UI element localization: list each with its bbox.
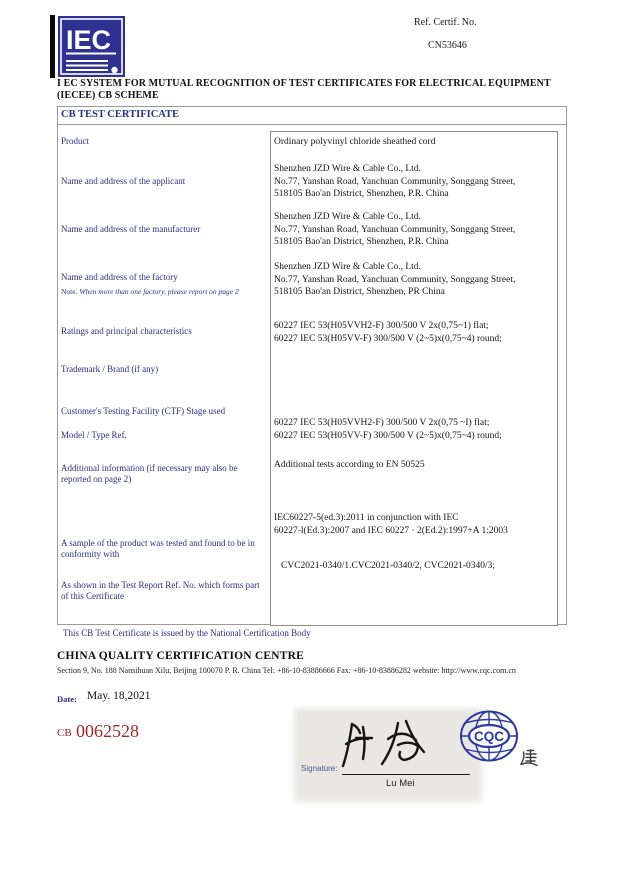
trademark-label: Trademark / Brand (if any)	[61, 364, 159, 374]
stamp-character	[519, 748, 539, 768]
factory-line1: Shenzhen JZD Wire & Cable Co., Ltd.	[274, 262, 421, 272]
ratings-value	[274, 320, 552, 345]
iec-logo-text: IEC	[66, 25, 112, 55]
certificate-title: CB TEST CERTIFICATE	[61, 109, 180, 120]
iec-logo	[58, 16, 125, 77]
ratings-line1: 60227 IEC 53(H05VVH2-F) 300/500 V 2x(0,75~1) flat;	[274, 321, 489, 331]
signatory-name: Lu Mei	[386, 778, 415, 789]
applicant-line3: 518105 Bao'an District, Shenzhen, P.R. China	[274, 189, 449, 199]
scheme-heading	[57, 78, 577, 102]
test-report-value: CVC2021-0340/1.CVC2021-0340/2, CVC2021-0340/3;	[281, 561, 496, 571]
manufacturer-line1: Shenzhen JZD Wire & Cable Co., Ltd.	[274, 212, 421, 222]
ratings-line2: 60227 IEC 53(H05VV-F) 300/500 V (2~5)x(0,75~4) round;	[274, 333, 502, 344]
manufacturer-label: Name and address of the manufacturer	[61, 224, 201, 234]
date-value: May. 18,2021	[87, 690, 151, 702]
issued-by-statement: This CB Test Certificate is issued by the National Certification Body	[63, 628, 311, 638]
signature-line	[342, 774, 470, 775]
iec-logo-left-bar	[50, 15, 55, 78]
manufacturer-value	[274, 211, 552, 249]
ref-certif-no-label: Ref. Certif. No.	[414, 17, 477, 28]
conformity-line2: 60227-l(Ed.3):2007 and IEC 60227 · 2(Ed.2):1997+A 1:2003	[274, 525, 508, 536]
model-line2: 60227 IEC 53(H05VV-F) 300/500 V (2~5)x(0,75~4) round;	[274, 430, 502, 441]
factory-note-prefix: Note.	[61, 287, 78, 296]
ratings-label: Ratings and principal characteristics	[61, 326, 192, 336]
additional-info-value: Additional tests according to EN 50525	[274, 460, 425, 470]
ref-certif-no-value: CN53646	[428, 40, 467, 51]
product-value: Ordinary polyvinyl chloride sheathed cord	[274, 137, 436, 147]
applicant-line2: No.77, Yanshan Road, Yanchuan Community, Songgang Street,	[274, 176, 516, 187]
factory-value	[274, 261, 552, 299]
factory-note	[61, 287, 271, 296]
model-value	[274, 417, 552, 442]
date-label: Date:	[57, 694, 77, 704]
cb-number-prefix: CB	[57, 727, 72, 739]
title-separator-line	[57, 124, 566, 125]
factory-label: Name and address of the factory	[61, 272, 178, 282]
conformity-value	[274, 512, 552, 537]
factory-line2: No.77, Yanshan Road, Yanchuan Community, Songgang Street,	[274, 274, 516, 285]
scheme-heading-line2: (IECEE) CB SCHEME	[57, 90, 159, 101]
signature-label: Signature:	[301, 764, 338, 773]
handwritten-signature	[330, 714, 455, 772]
conformity-line1: IEC60227-5(ed.3):2011 in conjunction with IEC	[274, 513, 459, 523]
factory-note-text: When more than one factory, please report on page 2	[79, 287, 239, 296]
applicant-label: Name and address of the applicant	[61, 176, 186, 186]
cqc-logo-text: CQC	[474, 729, 504, 744]
model-line1: 60227 IEC 53(H05VVH2-F) 300/500 V 2x(0,75 ~I) flat;	[274, 418, 490, 428]
product-label: Product	[61, 136, 89, 146]
stamp-character-icon	[519, 748, 539, 768]
manufacturer-line2: No.77, Yanshan Road, Yanchuan Community, Songgang Street,	[274, 224, 516, 235]
test-report-label: As shown in the Test Report Ref. No. which forms part of this Certificate	[61, 580, 260, 601]
scheme-heading-line1: I EC SYSTEM FOR MUTUAL RECOGNITION OF TEST CERTIFICATES FOR ELECTRICAL EQUIPMENT	[57, 78, 551, 89]
handwritten-signature-icon	[330, 714, 455, 772]
conformity-label: A sample of the product was tested and found to be in conformity with	[61, 538, 255, 559]
ncb-name: CHINA QUALITY CERTIFICATION CENTRE	[57, 650, 304, 662]
ctf-label: Customer's Testing Facility (CTF) Stage used	[61, 406, 226, 416]
manufacturer-line3: 518105 Bao'an District, Shenzhen, P.R. China	[274, 237, 449, 247]
additional-info-label: Additional information (if necessary may also be reported on page 2)	[61, 463, 238, 484]
applicant-value	[274, 163, 552, 201]
cqc-logo	[458, 709, 522, 768]
cqc-globe-icon	[458, 709, 522, 768]
factory-line3: 518105 Bao'an District, Shenzhen, PR China	[274, 287, 445, 297]
iec-logo-icon	[58, 16, 125, 77]
certificate-values-box	[270, 131, 558, 626]
ncb-address: Section 9, No. 188 Nansihuan Xilu, Beijing 100070 P. R. China Tel: +86-10-83886666 Fax: +86-10-83886282 website: http://www.cqc.com.cn	[57, 666, 516, 675]
applicant-line1: Shenzhen JZD Wire & Cable Co., Ltd.	[274, 164, 421, 174]
model-label: Model / Type Ref.	[61, 430, 127, 440]
cb-number: 0062528	[76, 721, 139, 741]
